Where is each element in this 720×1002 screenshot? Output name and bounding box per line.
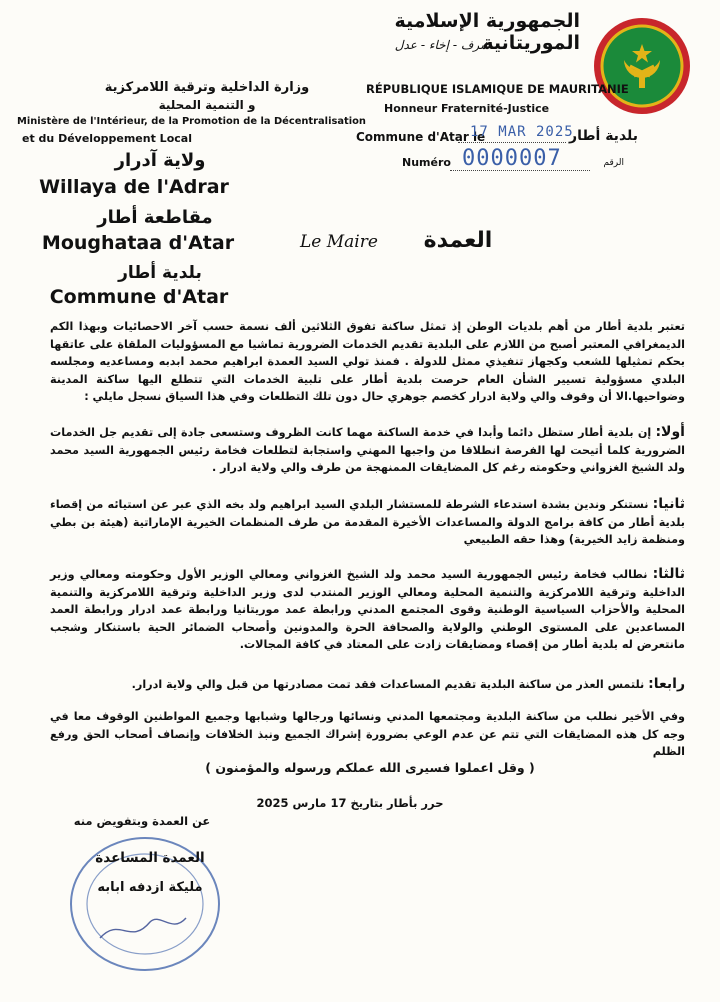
header-motto-fr: Honneur Fraternité-Justice (384, 102, 550, 115)
numero-label: Numéro (402, 156, 451, 169)
moughataa-fr: Moughataa d'Atar (41, 232, 235, 254)
point-3-label: ثالثا: (652, 566, 685, 582)
point-2-label: ثانيا: (652, 496, 685, 512)
national-seal-icon (590, 14, 694, 118)
point-4-label: رابعا: (648, 676, 685, 692)
quran-verse: ( وقل اعملوا فسيرى الله عملكم ورسوله والمؤمنون ) (205, 760, 535, 775)
point-3-text: نطالب فخامة رئيس الجمهورية السيد محمد ولد الشيخ الغزواني ومعالي الوزير الأول وحكومته ومعالي وزير الداخلية وترقية اللامركزية والتنمية المحلية ومعالي الوزير المنتدب لدى وزير الداخلية وترقية اللامركزية والتنمية المحلية والأحزاب السياسية الوطنية وقوى المجتمع المدني ورابطة عمد موريتانيا ورابطة عمد ادرار ورابطة العمد المساعدين على المستوى الوطني والولاية والصحافة الحرة والمدونين وأصحاب الضمائر الحية باستنكار وشجب مانتعرض له بلدية أطار من إقصاء ومضايقات زادت على المعتاد في كافة المجالات. (50, 568, 685, 651)
commune-ar: بلدية أطار (118, 263, 202, 283)
signatory-name: مليكة ازدفه ابابه (97, 880, 203, 895)
wilaya-fr: Willaya de l'Adrar (39, 176, 229, 198)
ministry-ar-line2: و التنمية المحلية (158, 98, 256, 112)
closing-paragraph: وفي الأخير نطلب من ساكنة البلدية ومجتمعها المدني ونسائها ورجالها وشبابها وجميع المواطنين الوقوف معا في وجه كل هذه المضايقات التي تتم عن عدم الوعي بضرورة إشراك الجميع ونبذ الخلافات وإنصاف أصحاب الحق ورفع الظلم (50, 710, 685, 758)
numero-value: 0000007 (462, 146, 562, 171)
ministry-fr-line1: Ministère de l'Intérieur, de la Promotion de la Décentralisation (17, 116, 366, 127)
ministry-ar-line1: وزارة الداخلية وترقية اللامركزية (104, 80, 310, 95)
point-2 (50, 496, 685, 549)
commune-date-label-fr: Commune d'Atar le (356, 130, 486, 144)
point-3 (50, 566, 685, 654)
moughataa-ar: مقاطعة أطار (97, 207, 213, 228)
header-motto-ar: شرف - إخاء - عدل (394, 38, 490, 52)
ministry-fr-line2: et du Développement Local (22, 132, 192, 145)
maire-title-fr: Le Maire (300, 232, 378, 252)
official-stamp-icon (60, 826, 230, 976)
commune-date-label-ar: بلدية أطار (569, 128, 638, 144)
date-line: حرر بأطار بتاريخ 17 مارس 2025 (256, 796, 444, 810)
wilaya-ar: ولاية آدرار (114, 150, 206, 171)
header-republic-ar: الجمهورية الإسلامية الموريتانية (394, 10, 580, 54)
point-1-text: إن بلدية أطار ستظل دائما وأبدا في خدمة الساكنة مهما كانت الظروف وستسعى جادة إلى تقديم جل الخدمات الضرورية كلما أتيحت لها الفرصة انطلاقا من واجبها المهني واستجابة لتطلعات فخامة رئيس الجمهورية السيد محمد ولد الشيخ الغزواني وحكومته رغم كل المضايقات الممنهجة من طرف والي ولاية ادرار . (50, 426, 685, 474)
point-4 (50, 676, 685, 694)
point-1-label: أولا: (655, 424, 685, 440)
point-2-text: نستنكر وندين بشدة استدعاء الشرطة للمستشار البلدي السيد ابراهيم ولد بخه الذي عبر عن استيائه من إقصاء بلدية أطار من كافة برامج الدولة والمساعدات الأخيرة المقدمة من طرف المنظمات الخيرية الإماراتية (هيئة بن بطي ومنظمة زايد الخيرية) وهذا حقه الطبيعي (50, 498, 685, 546)
date-stamp: 17 MAR 2025 (470, 124, 574, 140)
numero-label-ar: الرقم (603, 158, 624, 168)
intro-paragraph: تعتبر بلدية أطار من أهم بلديات الوطن إذ تمثل ساكنة تفوق الثلاثين ألف نسمة حسب آخر الاحصائيات وبهذا الكم الديمغرافي المعتبر أصبح من اللازم على البلدية تقديم الخدمات الضرورية تماشيا مع المسؤوليات الملقاة على عاتقها بحكم تمثيلها للشعب وكجهاز تنفيذي ممثل للدولة . فمنذ تولي السيد العمدة ابراهيم محمد ابدبه ومساعديه ومجلسه البلدي مسؤولية تسيير الشأن العام حرصت بلدية أطار على تلبية الخدمات التي تتطلع اليها ساكنة المدينة وضواحيها.الا أن وقوف والي ولاية ادرار كخصم جوهري حال دون تلك التطلعات وفي هذا السياق نسجل مايلي : (50, 320, 685, 403)
delegation-line: عن العمدة وبتفويض منه (73, 814, 211, 828)
maire-title-ar: العمدة (423, 228, 493, 253)
commune-fr: Commune d'Atar (49, 286, 229, 308)
point-1 (50, 424, 685, 477)
point-4-text: نلتمس العذر من ساكنة البلدية تقديم المساعدات فقد تمت مصادرتها من قبل والي ولاية ادرار. (131, 678, 645, 691)
header-republic-fr: RÉPUBLIQUE ISLAMIQUE DE MAURITANIE (366, 82, 629, 96)
signatory-title: العمدة المساعدة (95, 850, 205, 866)
